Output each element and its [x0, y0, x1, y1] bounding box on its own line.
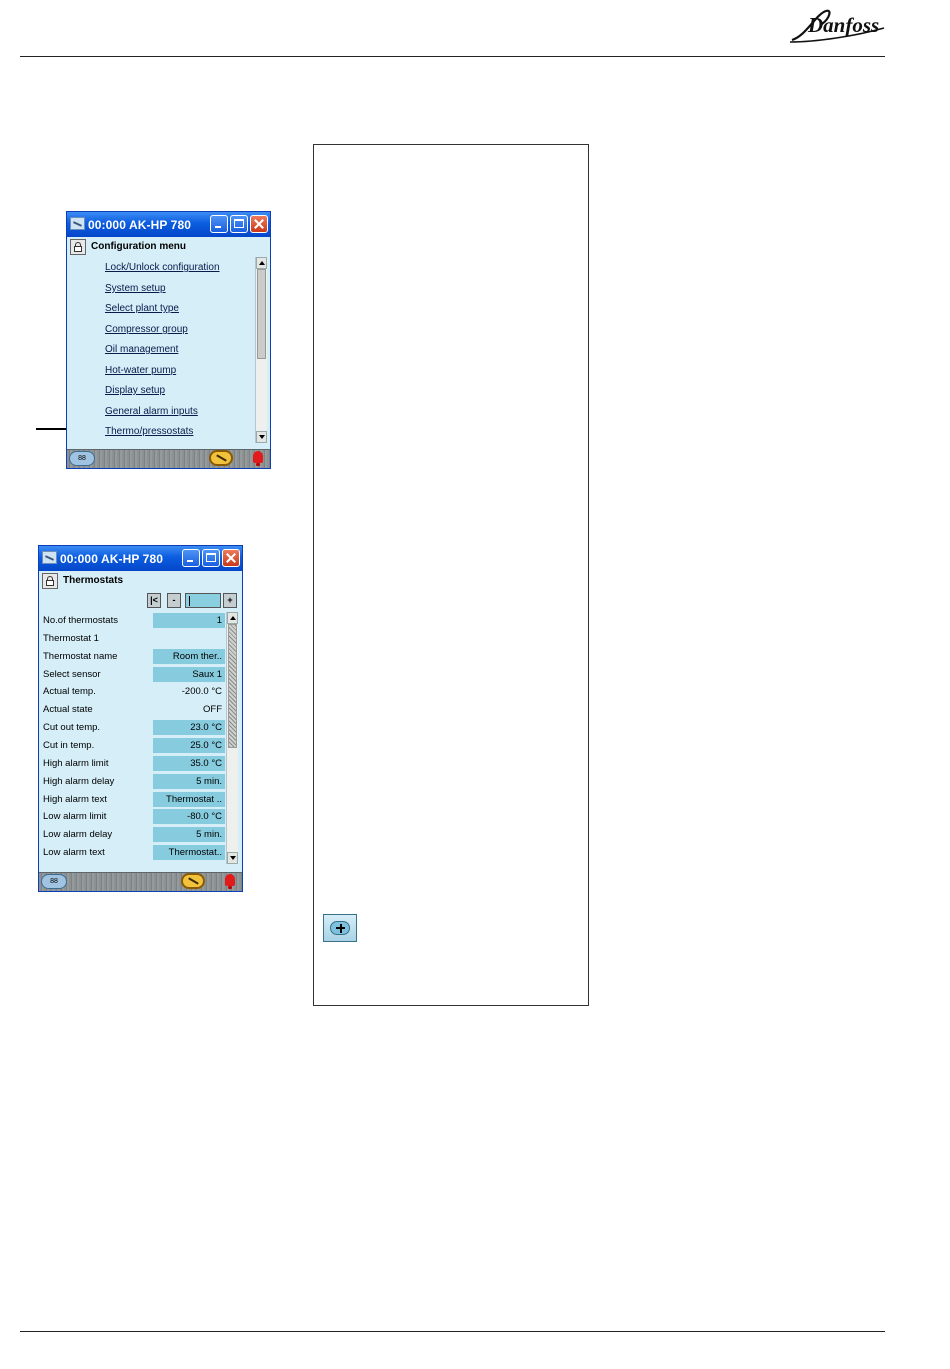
menu-item-oil-management[interactable]: Oil management	[105, 344, 179, 355]
window-title: 00:000 AK-HP 780	[60, 552, 163, 566]
setting-label: Actual temp.	[43, 686, 96, 698]
thermostats-title: Thermostats	[63, 575, 124, 586]
app-icon	[42, 551, 57, 564]
status-bar	[39, 872, 242, 891]
setting-value-field[interactable]: Saux 1	[153, 667, 225, 682]
menu-item-lock-unlock[interactable]: Lock/Unlock configuration	[105, 262, 220, 273]
setting-value: OFF	[203, 704, 222, 716]
expand-button[interactable]	[323, 914, 357, 942]
setting-value-field[interactable]: 5 min.	[153, 827, 225, 842]
next-record-button[interactable]: +	[223, 593, 237, 608]
menu-item-compressor-group[interactable]: Compressor group	[105, 324, 188, 335]
thermostats-window	[38, 545, 243, 892]
setting-value-field[interactable]: 5 min.	[153, 774, 225, 789]
setting-label: No.of thermostats	[43, 615, 118, 626]
wrench-icon[interactable]	[181, 873, 205, 889]
setting-value-field[interactable]: 23.0 °C	[153, 720, 225, 735]
scroll-down-button[interactable]	[227, 852, 238, 864]
scroll-thumb[interactable]	[257, 269, 266, 359]
table-row	[42, 755, 225, 772]
menu-item-display-setup[interactable]: Display setup	[105, 385, 166, 396]
setting-value-field[interactable]: 1	[153, 613, 225, 628]
menu-header	[67, 237, 270, 257]
table-row	[42, 737, 225, 754]
menu-title: Configuration menu	[91, 241, 186, 252]
window-title: 00:000 AK-HP 780	[88, 218, 191, 232]
wrench-icon[interactable]	[209, 450, 233, 466]
content-frame	[313, 144, 589, 1006]
alarm-bell-icon[interactable]	[225, 874, 235, 886]
title-bar[interactable]	[39, 546, 242, 571]
setting-label: Thermostat 1	[43, 632, 99, 644]
table-row	[42, 826, 225, 843]
minimize-button[interactable]	[182, 549, 200, 567]
scroll-down-button[interactable]	[256, 431, 267, 443]
setting-label: Thermostat name	[43, 650, 118, 662]
setting-label: Low alarm text	[43, 847, 105, 859]
lock-icon[interactable]	[42, 573, 58, 589]
table-row	[42, 844, 225, 861]
setting-value: -200.0 °C	[181, 686, 222, 698]
previous-record-button[interactable]: -	[167, 593, 181, 608]
menu-item-thermo-pressostats[interactable]: Thermo/pressostats	[105, 426, 194, 437]
table-row	[42, 773, 225, 790]
menu-item-hot-water-pump[interactable]: Hot-water pump	[105, 365, 177, 376]
table-row	[42, 666, 225, 683]
settings-scrollbar[interactable]	[226, 612, 238, 864]
app-icon	[70, 217, 85, 230]
config-menu-window	[66, 211, 271, 469]
header-rule	[20, 56, 885, 57]
menu-scrollbar[interactable]	[255, 257, 267, 443]
setting-value-field[interactable]: 25.0 °C	[153, 738, 225, 753]
close-button[interactable]	[222, 549, 240, 567]
table-row	[42, 648, 225, 665]
setting-value-field[interactable]: Thermostat..	[153, 845, 225, 860]
network-icon[interactable]: 88	[41, 874, 67, 889]
table-row	[42, 808, 225, 825]
first-record-button[interactable]: |<	[147, 593, 161, 608]
svg-text:Danfoss: Danfoss	[808, 13, 880, 37]
table-row	[42, 791, 225, 808]
thermostats-header	[39, 571, 242, 591]
setting-label: Cut in temp.	[43, 739, 95, 751]
plus-icon	[330, 921, 350, 935]
maximize-button[interactable]	[230, 215, 248, 233]
scroll-thumb[interactable]	[228, 624, 237, 748]
alarm-bell-icon[interactable]	[253, 451, 263, 463]
setting-label: Low alarm limit	[43, 811, 107, 823]
setting-label: High alarm text	[43, 793, 107, 805]
footer-rule	[20, 1331, 885, 1332]
maximize-button[interactable]	[202, 549, 220, 567]
setting-label: High alarm delay	[43, 775, 115, 787]
setting-label: High alarm limit	[43, 757, 109, 769]
network-icon[interactable]: 88	[69, 451, 95, 466]
table-row	[42, 612, 225, 629]
setting-value-field[interactable]: Room ther..	[153, 649, 225, 664]
scroll-up-button[interactable]	[256, 257, 267, 269]
menu-item-system-setup[interactable]: System setup	[105, 283, 166, 294]
close-button[interactable]	[250, 215, 268, 233]
menu-item-plant-type[interactable]: Select plant type	[105, 303, 179, 314]
lock-icon[interactable]	[70, 239, 86, 255]
setting-label: Cut out temp.	[43, 722, 101, 734]
setting-value-field[interactable]: Thermostat ..	[153, 792, 225, 807]
minimize-button[interactable]	[210, 215, 228, 233]
record-navigator	[147, 593, 239, 608]
setting-label: Actual state	[43, 704, 93, 716]
table-row	[42, 719, 225, 736]
danfoss-logo	[786, 6, 888, 44]
table-row	[42, 683, 225, 700]
record-index-field[interactable]	[185, 593, 221, 608]
setting-value-field[interactable]: 35.0 °C	[153, 756, 225, 771]
title-bar[interactable]	[67, 212, 270, 237]
table-row	[42, 630, 225, 647]
setting-label: Low alarm delay	[43, 829, 113, 841]
setting-label: Select sensor	[43, 668, 101, 680]
menu-item-general-alarm-inputs[interactable]: General alarm inputs	[105, 406, 198, 417]
table-row	[42, 701, 225, 718]
setting-value-field[interactable]: -80.0 °C	[153, 809, 225, 824]
scroll-up-button[interactable]	[227, 612, 238, 624]
status-bar	[67, 449, 270, 468]
